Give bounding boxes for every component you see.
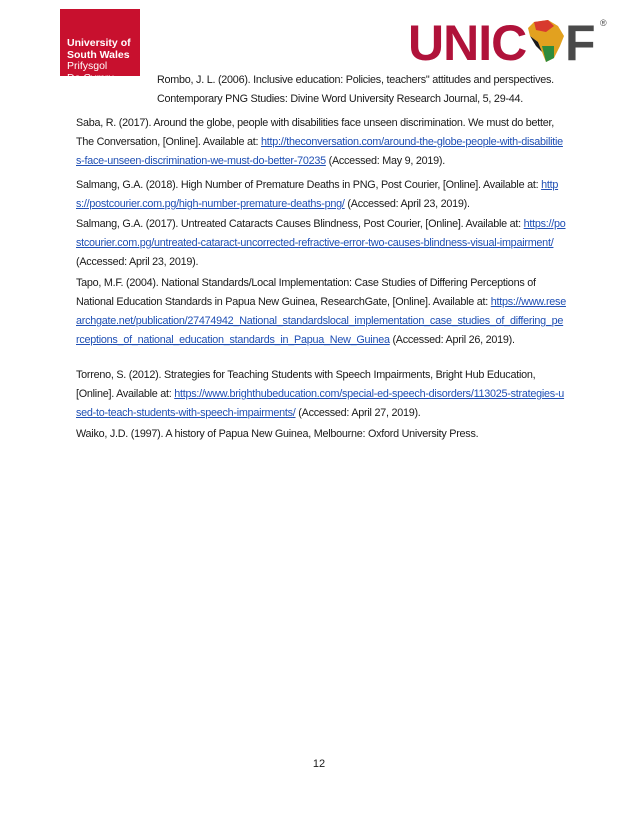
reference-accessed: (Accessed: April 23, 2019).: [344, 198, 470, 210]
reference-link[interactable]: https://postcourier.com.pg/high-number-premature-deaths-png/: [76, 179, 559, 210]
reference-entry: [76, 366, 566, 423]
unicaf-logo-text-right: F: [565, 16, 595, 66]
reference-text: Tapo, M.F. (2004). National Standards/Local Implementation: Case Studies of Differing Perceptions of National Education Standards in Papua New Guinea, ResearchGate, [Online]. Available at:: [76, 277, 536, 308]
reference-link[interactable]: http://theconversation.com/around-the-globe-people-with-disabilities-face-unseen-discrimination-we-must-do-better-70235: [76, 136, 563, 167]
reference-accessed: (Accessed: May 9, 2019).: [325, 155, 446, 167]
reference-text: Rombo, J. L. (2006). Inclusive education: Policies, teachers" attitudes and perspectives. Contemporary PNG Studies: Divine Word University Research Journal, 5, 29-44.: [157, 74, 554, 105]
reference-text: Torreno, S. (2012). Strategies for Teaching Students with Speech Impairments, Bright Hub Education, [Online]. Available at:: [76, 369, 536, 400]
reference-entry: [76, 425, 566, 444]
unicaf-logo-text-left: UNIC: [408, 16, 527, 66]
usw-logo: [60, 9, 140, 84]
page-number: 12: [312, 758, 326, 770]
reference-accessed: (Accessed: April 26, 2019).: [389, 334, 515, 346]
reference-text: Waiko, J.D. (1997). A history of Papua New Guinea, Melbourne: Oxford University Press.: [76, 428, 479, 440]
reference-link[interactable]: https://www.researchgate.net/publication/27474942_National_standardslocal_implementation_case_studies_of_differing_perceptions_of_national_education_standards_in_Papua_New_Guinea: [76, 296, 566, 346]
usw-logo-line: South Wales: [67, 48, 130, 61]
africa-map-icon: [528, 20, 564, 62]
usw-logo-line: University of: [67, 37, 131, 49]
reference-entry: [76, 215, 566, 272]
reference-accessed: (Accessed: April 27, 2019).: [295, 407, 421, 419]
reference-link[interactable]: https://www.brighthubeducation.com/special-ed-speech-disorders/113025-strategies-used-to-teach-students-with-speech-impairments/: [76, 388, 565, 419]
reference-accessed: (Accessed: April 23, 2019).: [76, 256, 199, 268]
reference-link[interactable]: https://postcourier.com.pg/untreated-cataract-uncorrected-refractive-error-two-causes-blindness-visual-impairment/: [76, 218, 566, 249]
reference-text: Salmang, G.A. (2018). High Number of Premature Deaths in PNG, Post Courier, [Online]. Available at:: [76, 179, 542, 191]
reference-entry: [76, 114, 566, 171]
reference-entry: [157, 71, 577, 109]
reference-text: Salmang, G.A. (2017). Untreated Cataracts Causes Blindness, Post Courier, [Online]. Available at:: [76, 218, 524, 230]
unicaf-logo: [408, 16, 608, 66]
reference-entry: [76, 176, 566, 214]
registered-mark: ®: [600, 18, 607, 28]
reference-text: Saba, R. (2017). Around the globe, people with disabilities face unseen discrimination. We must do better, The Conversation, [Online]. Available at:: [76, 117, 555, 148]
usw-logo-line: De Cymru: [67, 71, 115, 84]
usw-logo-line: Prifysgol: [67, 60, 108, 72]
reference-entry: [76, 274, 566, 350]
